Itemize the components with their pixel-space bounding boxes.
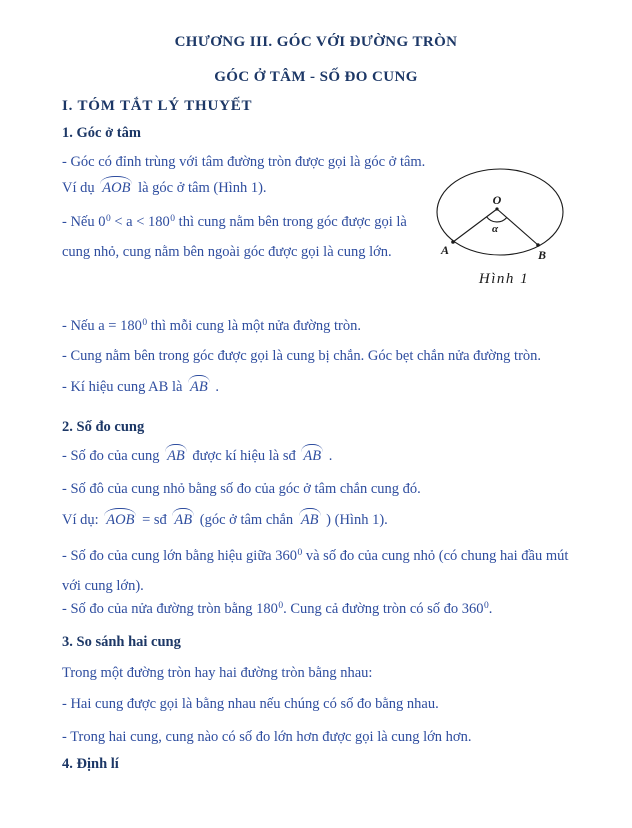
arc-notation: AB <box>190 379 208 395</box>
angle-arc <box>487 217 507 222</box>
text-run: - Góc có đỉnh trùng với tâm đường tròn được gọi là góc ở tâm. <box>62 154 426 170</box>
text-run: . <box>211 379 220 395</box>
text-run: - Nếu a = 180 <box>62 318 142 334</box>
paragraph-trong-mot-duong-tron <box>62 664 578 683</box>
chapter-title: CHƯƠNG III. GÓC VỚI ĐƯỜNG TRÒN <box>174 34 458 50</box>
paragraph-cung-lon-360 <box>62 542 574 600</box>
text-run: . Cung cả đường tròn có số đo 360 <box>283 601 484 617</box>
text-run: - Trong hai cung, cung nào có số đo lớn hơn được gọi là cung lớn hơn. <box>62 729 472 745</box>
degree-superscript: 0 <box>142 318 148 328</box>
arc-notation: AOB <box>102 180 131 196</box>
figure-caption: Hình 1 <box>478 271 530 287</box>
arc-notation: AB <box>167 448 185 464</box>
paragraph-cung-bi-chan <box>62 347 578 366</box>
heading-so-do-cung: 2. Số đo cung <box>62 419 145 435</box>
text-run: - Nếu 0 <box>62 214 106 230</box>
text-run: (góc ở tâm chắn <box>196 512 297 528</box>
text-run: . <box>325 448 333 464</box>
text-run: - Số đo của cung <box>62 448 164 464</box>
center-point-o <box>495 207 498 210</box>
point-o-label: O <box>492 193 502 207</box>
text-run: Trong một đường tròn hay hai đường tròn bằng nhau: <box>62 665 373 681</box>
degree-superscript: 0 <box>170 214 176 224</box>
text-run: - Hai cung được gọi là bằng nhau nếu chúng có số đo bằng nhau. <box>62 696 439 712</box>
text-run: Ví dụ <box>62 180 99 196</box>
text-run: - Cung nằm bên trong góc được gọi là cung bị chắn. Góc bẹt chắn nửa đường tròn. <box>62 348 542 364</box>
arc-notation: AOB <box>106 512 135 528</box>
lesson-title: GÓC Ở TÂM - SỐ ĐO CUNG <box>214 69 418 85</box>
point-b-label: B <box>538 248 547 262</box>
paragraph-nua-duong-tron <box>62 317 578 338</box>
text-run: được kí hiệu là sđ <box>188 448 300 464</box>
radius-oa <box>453 209 497 242</box>
text-run: - Số đô của cung nhỏ bằng số đo của góc ở tâm chắn cung đó. <box>62 481 421 497</box>
paragraph-so-do-cung-nho <box>62 480 578 499</box>
heading-so-sanh-hai-cung: 3. So sánh hai cung <box>62 634 181 650</box>
arc-notation: AB <box>303 448 322 464</box>
radius-ob <box>497 209 538 245</box>
text-run: thì cung nằm bên trong góc được gọi là cung nhỏ, cung nằm bên ngoài góc được gọi là cung lớn. <box>62 214 407 260</box>
summary-heading: I. TÓM TẮT LÝ THUYẾT <box>62 98 253 114</box>
text-run: < a < 180 <box>110 214 170 230</box>
arc-notation: AB <box>300 512 319 528</box>
text-run: . <box>488 601 493 617</box>
paragraph-180-360 <box>62 600 578 621</box>
paragraph-hai-cung-bang-nhau <box>62 695 578 714</box>
point-b <box>536 243 540 247</box>
text-run: - Số đo của nửa đường tròn bằng 180 <box>62 601 278 617</box>
paragraph-cung-nho-lon <box>62 208 428 266</box>
degree-superscript: 0 <box>278 601 284 611</box>
text-run: ) (Hình 1). <box>322 512 388 528</box>
degree-superscript: 0 <box>297 548 303 558</box>
arc-notation: AB <box>174 512 193 528</box>
figure-hinh-1 <box>425 158 583 288</box>
text-run: là góc ở tâm (Hình 1). <box>134 180 267 196</box>
text-run: = sđ <box>138 512 171 528</box>
degree-superscript: 0 <box>484 601 489 611</box>
point-a-label: A <box>441 243 450 257</box>
text-run: - Kí hiệu cung AB là <box>62 379 187 395</box>
heading-dinh-li: 4. Định lí <box>62 756 119 772</box>
circle-diagram <box>425 158 583 264</box>
paragraph-ki-hieu-cung <box>62 378 578 397</box>
heading-goc-o-tam: 1. Góc ở tâm <box>62 125 141 141</box>
paragraph-cung-lon-hon <box>62 728 578 747</box>
degree-superscript: 0 <box>106 214 111 224</box>
text-run: - Số đo của cung lớn bằng hiệu giữa 360 <box>62 548 297 564</box>
text-run: thì mỗi cung là một nửa đường tròn. <box>147 318 361 334</box>
text-run: Ví dụ: <box>62 512 103 528</box>
angle-alpha-label: α <box>491 223 499 235</box>
point-a <box>451 240 455 244</box>
paragraph-vi-du-so-do <box>62 511 578 530</box>
paragraph-so-do-ki-hieu <box>62 447 578 466</box>
text-run: và số đo của cung nhỏ (có chung hai đầu mút với cung lớn). <box>62 548 569 594</box>
